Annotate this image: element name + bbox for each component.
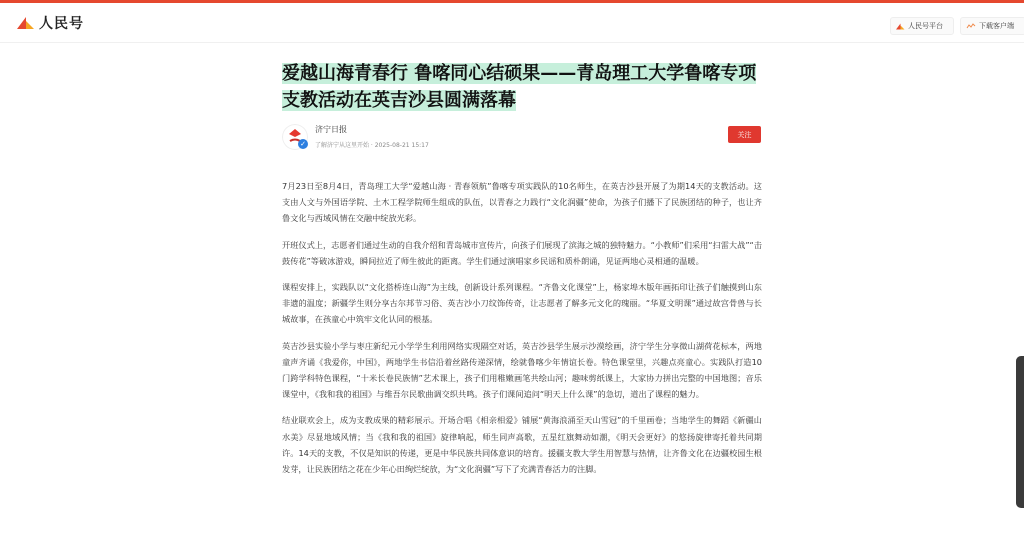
- article: [282, 60, 762, 477]
- download-icon: [966, 23, 976, 30]
- author-meta: 了解济宁从这里开始 · 2025-08-21 15:17: [315, 142, 429, 149]
- author-name[interactable]: 济宁日报: [315, 125, 347, 134]
- platform-button[interactable]: [890, 17, 954, 35]
- side-toolbar[interactable]: [1016, 356, 1024, 508]
- article-paragraph: 课程安排上，实践队以“文化搭桥连山海”为主线，创新设计系列课程。“齐鲁文化课堂”上，杨家埠木版年画拓印让孩子们触摸到山东非遗的温度；新疆学生则分享古尔邦节习俗、英吉沙小刀纹饰传奇，让志愿者了解多元文化的瑰丽。“华夏文明课”通过故宫骨兽与长城故事，在孩童心中筑牢文化认同的根基。: [282, 282, 762, 325]
- platform-icon: [896, 23, 905, 30]
- article-paragraph: 开班仪式上，志愿者们通过生动的自我介绍和青岛城市宣传片，向孩子们展现了滨海之城的独特魅力。“小教师”们采用“扫雷大战”“击鼓传花”等破冰游戏，瞬间拉近了师生彼此的距离。学生们通过演唱家乡民谣和质朴朗诵，见证两地心灵相通的温暖。: [282, 239, 762, 266]
- article-title: [282, 60, 762, 114]
- verified-icon: ✓: [298, 139, 308, 149]
- platform-label: 人民号平台: [908, 22, 943, 30]
- download-app-button[interactable]: [960, 17, 1024, 35]
- article-title-text: 爱越山海青春行 鲁喀同心结硕果——青岛理工大学鲁喀专项支教活动在英吉沙县圆满落幕: [282, 63, 757, 111]
- article-paragraph: 7月23日至8月4日，青岛理工大学“爱越山海 · 青春领航”鲁喀专项实践队的10名师生，在英吉沙县开展了为期14天的支教活动。这支由人文与外国语学院、土木工程学院师生组成的队伍，以青春之力践行“文化润疆”使命，为孩子们播下了民族团结的种子，也让齐鲁文化与西域风情在交融中绽放光彩。: [282, 181, 762, 224]
- article-paragraph: 英吉沙县实验小学与枣庄新纪元小学学生利用网络实现隔空对话，英吉沙县学生展示沙漠绘画，济宁学生分享微山湖荷花标本，两地童声齐诵《我爱你，中国》，两地学生书信沿着丝路传递深情，绘就鲁喀少年情谊长卷。特色课堂里，兴趣点亮童心。实践队打造10门跨学科特色课程，“十米长卷民族情”艺术课上，孩子们用稚嫩画笔共绘山河；趣味剪纸课上，大家协力拼出完整的中国地图；音乐课堂中，《我和我的祖国》与维吾尔民歌曲调交织共鸣。孩子们课间追问“明天上什么课”的急切，道出了课程的魅力。: [282, 340, 762, 400]
- site-logo[interactable]: [17, 13, 84, 33]
- renminhao-logo-icon: [17, 16, 35, 30]
- follow-button[interactable]: 关注: [728, 126, 761, 143]
- download-label: 下载客户端: [979, 22, 1014, 30]
- logo-text: 人民号: [39, 16, 84, 32]
- author-bar: [282, 124, 762, 154]
- article-paragraph: 结业联欢会上，成为支教成果的精彩展示。开场合唱《相亲相爱》铺展“黄海浪涌至天山雪冠”的千里画卷；当地学生的舞蹈《新疆山水美》尽显地域风情；当《我和我的祖国》旋律响起，师生同声高歌，五星红旗舞动如潮，《明天会更好》的悠扬旋律寄托着共同期许。14天的支教，不仅是知识的传递，更是中华民族共同体意识的培育。援疆支教大学生用智慧与热情，让齐鲁文化在边疆校园生根发芽，让民族团结之花在少年心田绚烂绽放，为“文化润疆”写下了充满青春活力的注脚。: [282, 415, 762, 475]
- site-header: [0, 3, 1024, 43]
